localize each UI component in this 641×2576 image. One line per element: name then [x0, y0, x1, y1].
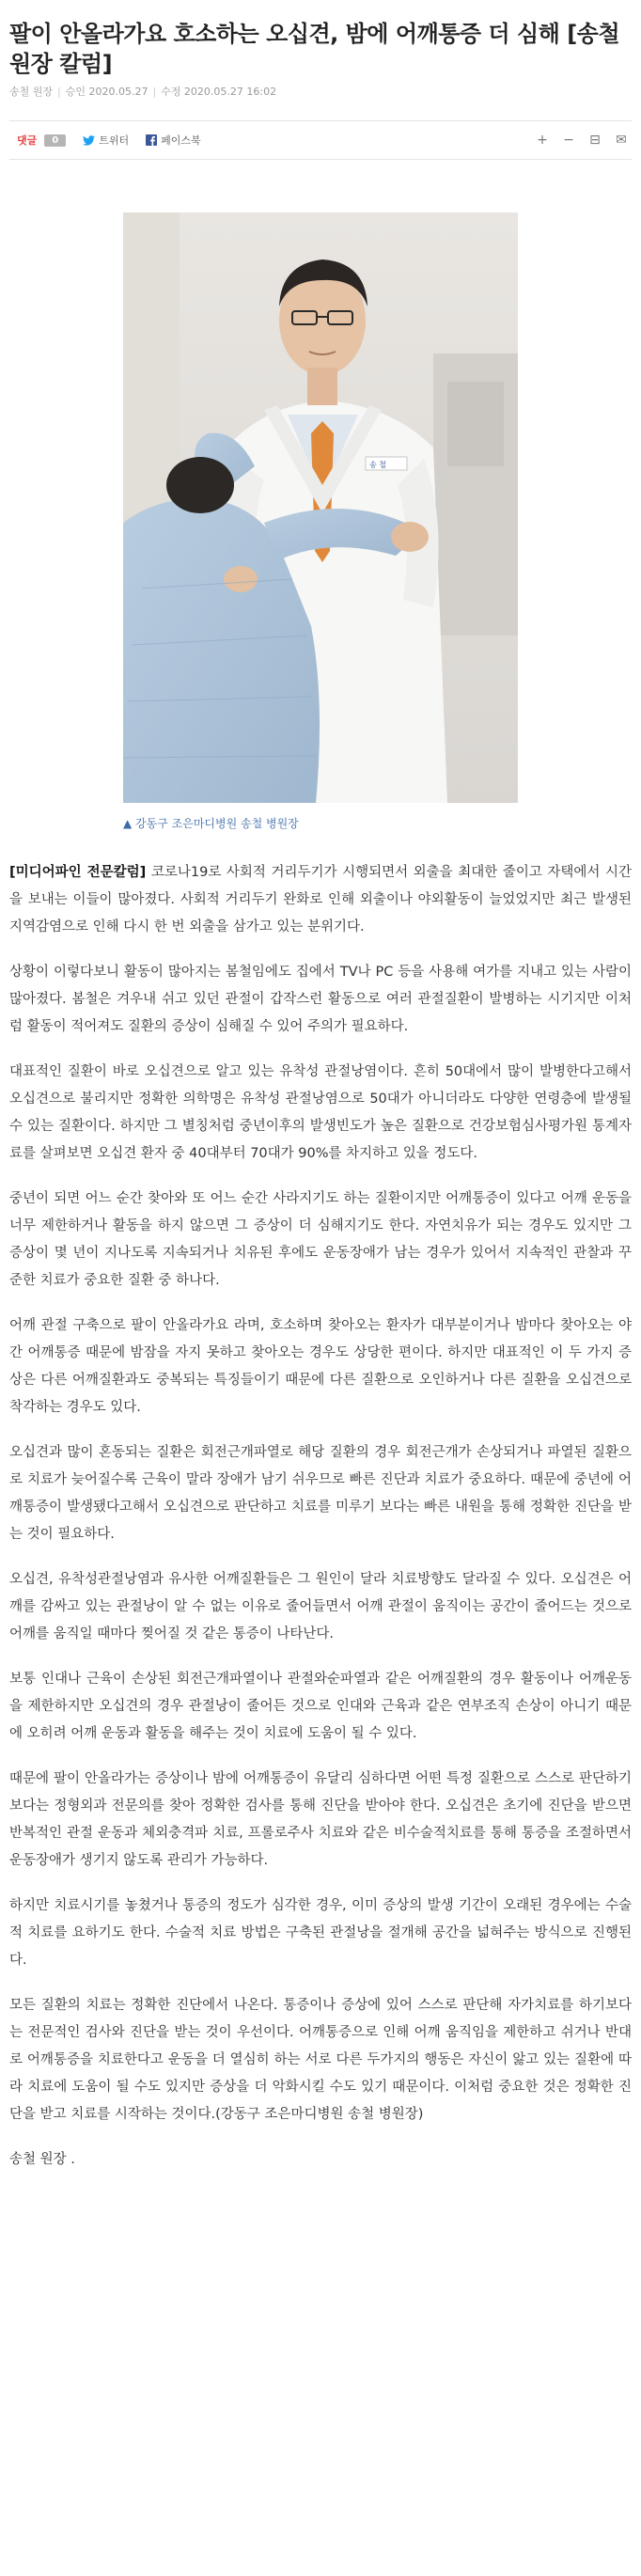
twitter-label: 트위터 — [99, 134, 130, 147]
doctor-examining-patient-photo — [123, 212, 518, 803]
comment-button[interactable] — [17, 133, 66, 148]
article-byline: 송철 원장 . — [9, 2152, 75, 2167]
print-icon[interactable]: ⊟ — [589, 133, 601, 148]
facebook-share-button[interactable] — [146, 133, 201, 148]
article-paragraph-lead — [9, 859, 632, 941]
font-increase-icon[interactable]: + — [537, 133, 548, 148]
facebook-label: 페이스북 — [161, 134, 201, 147]
comment-count-badge: 0 — [44, 134, 66, 147]
facebook-icon — [146, 134, 157, 146]
meta-separator: | — [152, 86, 157, 98]
article-paragraph: 어깨 관절 구축으로 팔이 안올라가요 라며, 호소하며 찾아오는 환자가 대부분이거나 밤마다 찾아오는 야간 어깨통증 때문에 밤잠을 자지 못하고 찾아오는 경우도 상당한 편이다. 하지만 대표적인 이 두 가지 증상은 다른 어깨질환과도 중복되는 특징들이기 때문에 다른 질환으로 오인하거나 다른 질환을 오십견으로 착각하는 경우도 있다. — [9, 1318, 632, 1415]
author-name: 송철 원장 — [9, 86, 54, 98]
twitter-share-button[interactable] — [83, 133, 129, 148]
name-badge-text: 송 철 — [369, 461, 386, 469]
article-paragraph: 모든 질환의 치료는 정확한 진단에서 나온다. 통증이나 증상에 있어 스스로 판단해 자가치료를 하기보다는 전문적인 검사와 진단을 받는 것이 우선이다. 어깨통증으로 인해 어깨 움직임을 제한하고 쉬거나 반대로 어깨통증을 치료한다고 운동을 더 열심히 하는 서로 다른 두가지의 행동은 자신이 앓고 있는 질환에 따라 치료에 도움이 될 수도 있지만 증상을 더 악화시킬 수도 있기 때문이다. 이처럼 중요한 것은 정확한 진단을 받고 치료를 시작하는 것이다.(강동구 조은마디병원 송철 병원장) — [9, 1998, 632, 2122]
article-paragraph: 보통 인대나 근육이 손상된 회전근개파열이나 관절와순파열과 같은 어깨질환의 경우 활동이나 어깨운동을 제한하지만 오십견의 경우 관절낭이 줄어든 것으로 인대와 근육과 같은 연부조직 손상이 아니기 때문에 오히려 어깨 운동과 활동을 해주는 것이 치료에 도움이 될 수 있다. — [9, 1672, 632, 1741]
email-icon[interactable]: ✉ — [616, 133, 627, 148]
meta-separator: | — [57, 86, 61, 98]
article-paragraph: 대표적인 질환이 바로 오십견으로 알고 있는 유착성 관절낭염이다. 흔히 50대에서 많이 발병한다고해서 오십견으로 불리지만 정확한 의학명은 유착성 관절낭염으로 50대가 아니더라도 다양한 연령층에 발생될 수 있는 질환이다. 하지만 그 별칭처럼 중년이후의 발생빈도가 높은 질환으로 건강보험심사평가원 통계자료를 살펴보면 오십견 환자 중 40대부터 70대가 90%를 차지하고 있을 정도다. — [9, 1064, 632, 1161]
article-container — [9, 0, 632, 2174]
article-figure — [123, 212, 518, 831]
article-paragraph: 때문에 팔이 안올라가는 증상이나 밤에 어깨통증이 유달리 심하다면 어떤 특정 질환으로 스스로 판단하기 보다는 정형외과 전문의를 찾아 정확한 검사를 통해 진단을 받아야 한다. 오십견은 초기에 진단을 받으면 반복적인 관절 운동과 체외충격파 치료, 프롤로주사 치료와 같은 비수술적치료를 통해 통증을 조절하면서 운동장애가 생기지 않도록 관리가 가능하다. — [9, 1771, 632, 1868]
article-paragraph: 오십견과 많이 혼동되는 질환은 회전근개파열로 해당 질환의 경우 회전근개가 손상되거나 파열된 질환으로 치료가 늦어질수록 근육이 말라 장애가 남기 쉬우므로 빠른 진단과 치료가 중요하다. 때문에 중년에 어깨통증이 발생됐다고해서 오십견으로 판단하고 치료를 미루기 보다는 빠른 내원을 통해 정확한 진단을 받는 것이 필요하다. — [9, 1445, 632, 1542]
article-paragraph-text: 코로나19로 사회적 거리두기가 시행되면서 외출을 최대한 줄이고 자택에서 시간을 보내는 이들이 많아졌다. 사회적 거리두기 완화로 인해 외출이나 야외활동이 늘었었지만 최근 발생된 지역감염으로 인해 다시 한 번 외출을 삼가고 있는 분위기다. — [9, 865, 632, 935]
article-paragraph: 상황이 이렇다보니 활동이 많아지는 봄철임에도 집에서 TV나 PC 등을 사용해 여가를 지내고 있는 사람이 많아졌다. 봄철은 겨우내 쉬고 있던 관절이 갑작스런 활동으로 여러 관절질환이 발병하는 시기지만 이처럼 활동이 적어져도 질환의 증상이 심해질 수 있어 주의가 필요하다. — [9, 965, 632, 1034]
photo-caption: ▲ 강동구 조은마디병원 송철 병원장 — [123, 817, 299, 830]
twitter-icon — [83, 135, 95, 146]
article-paragraph: 하지만 치료시기를 놓쳤거나 통증의 정도가 심각한 경우, 이미 증상의 발생 기간이 오래된 경우에는 수술적 치료를 요하기도 한다. 수술적 치료 방법은 구축된 관절낭을 절개해 공간을 넓혀주는 방식으로 진행된다. — [9, 1898, 632, 1968]
article-tools — [523, 121, 628, 159]
article-paragraph: 오십견, 유착성관절낭염과 유사한 어깨질환들은 그 원인이 달라 치료방향도 달라질 수 있다. 오십견은 어깨를 감싸고 있는 관절낭이 알 수 없는 이유로 줄어들면서 어깨 관절이 움직이는 공간이 줄어드는 것으로 어깨를 움직일 때마다 찢어질 것 같은 통증이 나타난다. — [9, 1572, 632, 1641]
comment-label: 댓글 — [17, 134, 38, 147]
article-title: 팔이 안올라가요 호소하는 오십견, 밤에 어깨통증 더 심해 [송철 원장 칼럼] — [9, 21, 620, 77]
lead-tag: [미디어파인 전문칼럼] — [9, 865, 147, 880]
font-decrease-icon[interactable]: − — [563, 133, 574, 148]
modified-date: 수정 2020.05.27 16:02 — [161, 86, 277, 98]
article-paragraph: 중년이 되면 어느 순간 찾아와 또 어느 순간 사라지기도 하는 질환이지만 어깨통증이 있다고 어깨 운동을 너무 제한하거나 활동을 하지 않으면 그 증상이 더 심해지기도 한다. 자연치유가 되는 경우도 있지만 그 증상이 몇 년이 지나도록 지속되거나 치유된 후에도 운동장애가 남는 경우가 있어서 지속적인 관찰과 꾸준한 치료가 중요한 질환 중 하나다. — [9, 1191, 632, 1288]
article-body — [9, 859, 632, 2174]
approved-date: 승인 2020.05.27 — [65, 86, 149, 98]
share-toolbar — [9, 120, 632, 160]
article-meta — [9, 85, 632, 100]
